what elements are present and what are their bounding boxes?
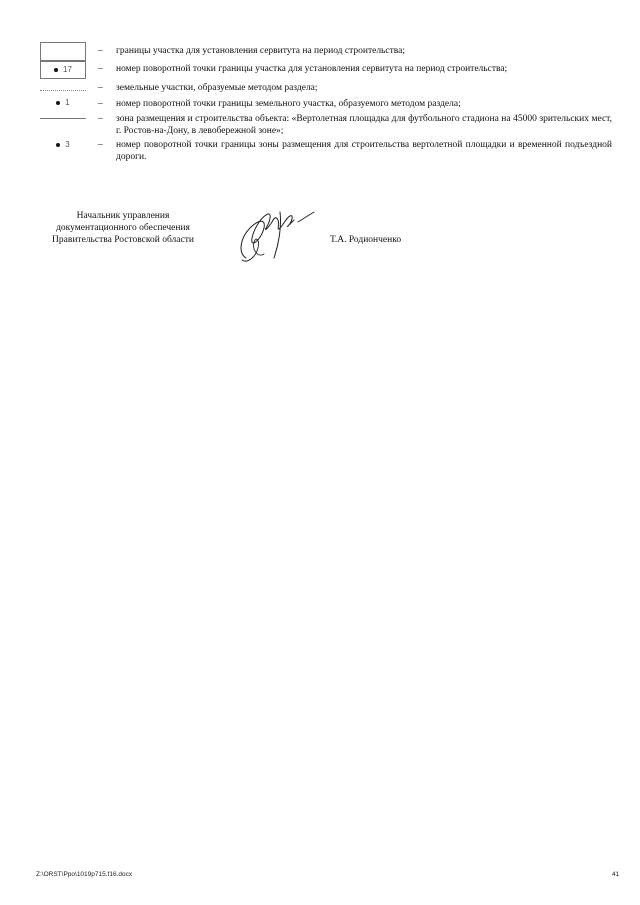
legend-dash: – [98, 64, 103, 74]
legend-text: зона размещения и строительства объекта: «Вертолетная площадка для футбольного стадиона на 45000 зрительских мест, г. Ростов-на-Дону, в левобережной зоне»; [116, 114, 612, 136]
division-parcels-symbol [40, 90, 86, 91]
easement-point-symbol [40, 61, 86, 79]
legend-dash: – [98, 114, 103, 124]
zone-point-symbol [40, 138, 86, 152]
position-line-2: документационного обеспечения [56, 223, 190, 233]
point-dot-icon [56, 101, 60, 105]
footer-file-path: Z:\ORST\Ppo\1019p715.f16.docx [36, 871, 133, 878]
page-number: 41 [612, 871, 620, 878]
legend-dash: – [98, 99, 103, 109]
legend-text: номер поворотной точки границы земельного участка, образуемого методом раздела; [116, 99, 461, 109]
point-label: 1 [65, 98, 70, 108]
legend-dash: – [98, 83, 103, 93]
legend-dash: – [98, 140, 103, 150]
position-line-1: Начальник управления [76, 211, 170, 221]
legend-text: номер поворотной точки границы участка для установления сервитута на период строительства; [116, 64, 508, 74]
easement-boundary-symbol [40, 42, 86, 61]
legend-text: границы участка для установления сервитута на период строительства; [116, 46, 405, 56]
legend-dash: – [98, 46, 103, 56]
signatory-name: Т.А. Родионченко [330, 235, 402, 245]
handwritten-signature [228, 198, 320, 268]
position-line-3: Правительства Ростовской области [52, 235, 194, 245]
point-dot-icon [56, 143, 60, 147]
point-label: 17 [63, 65, 72, 75]
parcel-point-symbol [40, 96, 86, 110]
point-label: 3 [65, 140, 70, 150]
point-dot-icon [54, 68, 58, 72]
legend-text: земельные участки, образуемые методом раздела; [116, 83, 318, 93]
legend-text: номер поворотной точки границы зоны размещения для строительства вертолетной площадки и временной подъездной дороги. [116, 140, 612, 162]
signatory-position [40, 210, 206, 246]
placement-zone-symbol [40, 118, 86, 119]
